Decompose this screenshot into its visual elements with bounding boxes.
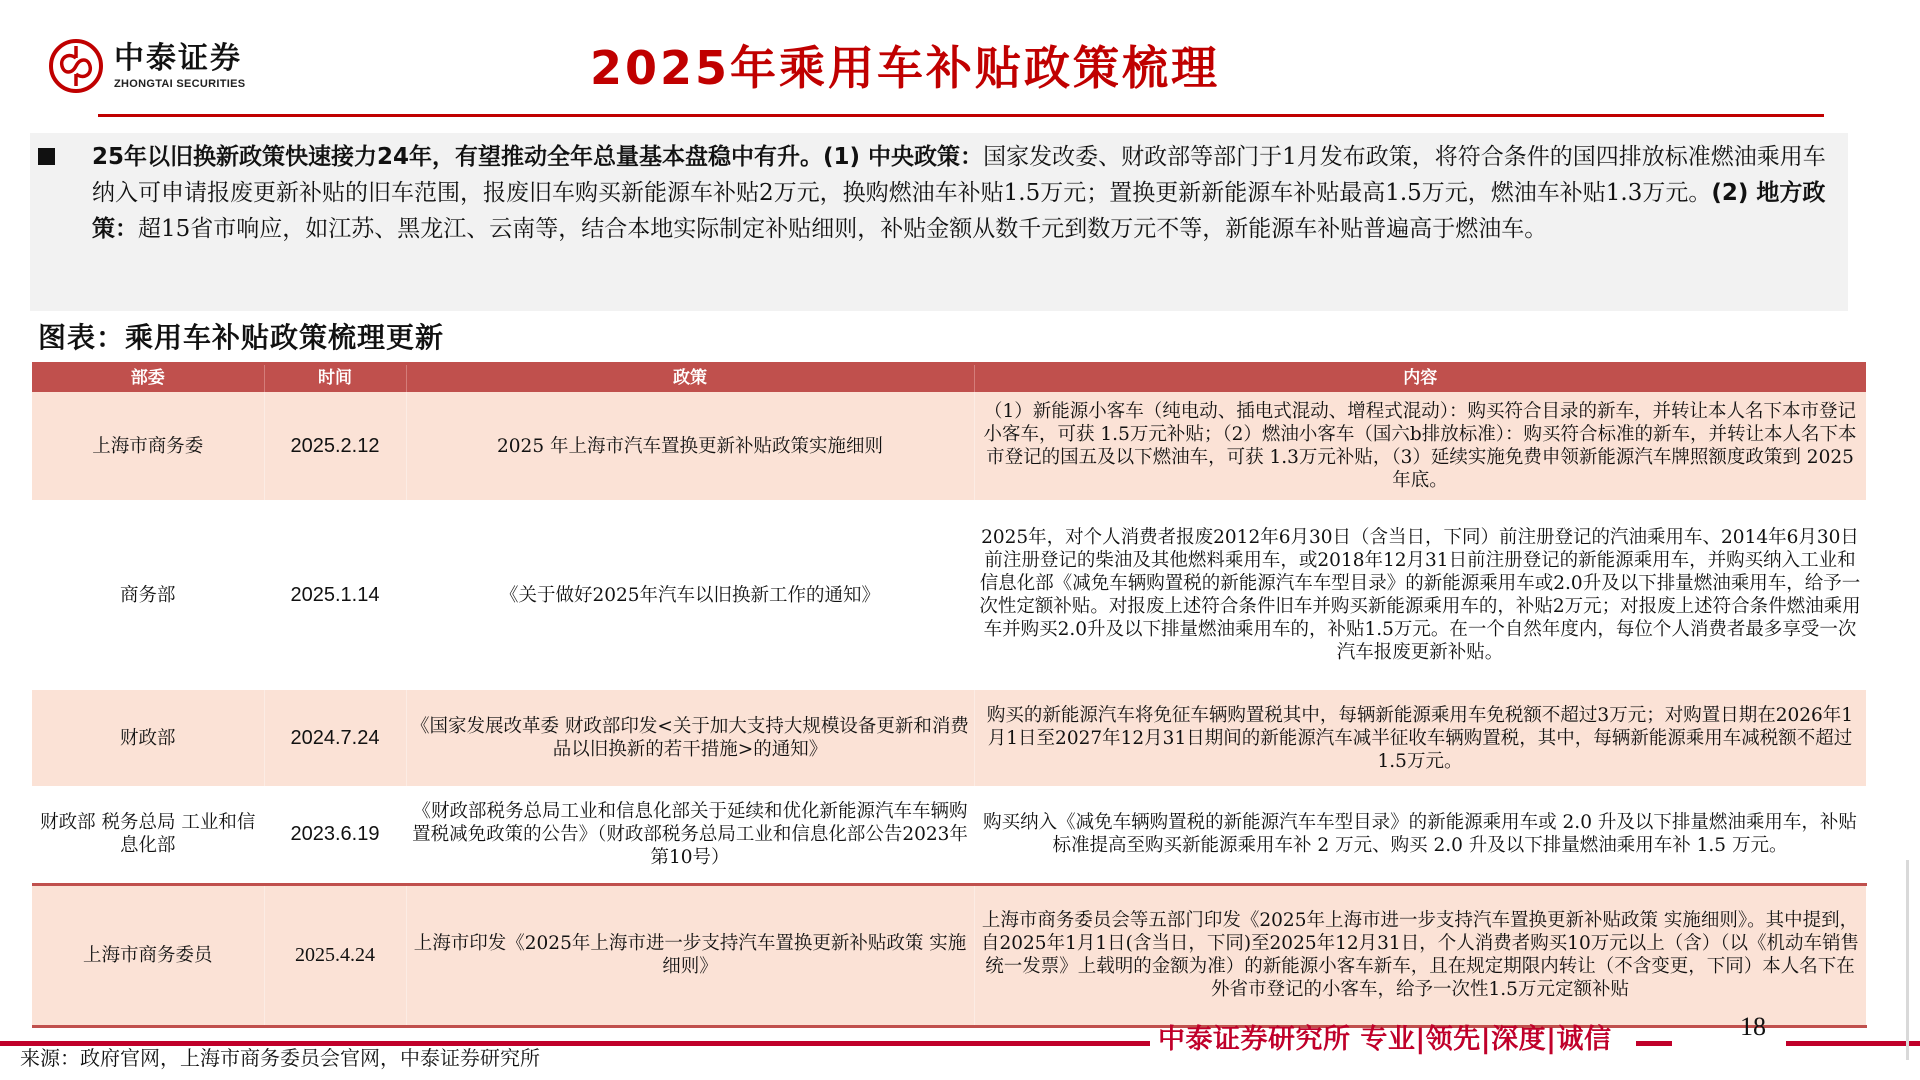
column-header-dept: 部委 <box>32 364 264 393</box>
cell-content: （1）新能源小客车（纯电动、插电式混动、增程式混动）：购买符合目录的新车，并转让本人名下本市登记小客车，可获 1.5万元补贴；（2）燃油小客车（国六b排放标准）：购买符合标准的新车，并转让本人名下本市登记的国五及以下燃油车，可获 1.3万元补贴，（3）延续实施免费申领新能源汽车牌照额度政策到 2025 年底。 <box>974 392 1866 500</box>
cell-content: 上海市商务委员会等五部门印发《2025年上海市进一步支持汽车置换更新补贴政策 实施细则》。其中提到，自2025年1月1日(含当日，下同)至2025年12月31日，个人消费者购买10万元以上（含）（以《机动车销售统一发票》上载明的金额为准）的新能源小客车新车，且在规定期限内转让（不含变更，下同）本人名下在外省市登记的小客车，给予一次性1.5万元定额补贴 <box>974 884 1866 1026</box>
footer-rule-right <box>1786 1041 1920 1046</box>
column-header-policy: 政策 <box>406 364 974 393</box>
cell-policy: 上海市印发《2025年上海市进一步支持汽车置换更新补贴政策 实施细则》 <box>406 884 974 1026</box>
cell-date: 2025.2.12 <box>264 392 406 500</box>
company-logo <box>48 36 245 96</box>
footer-slogan: 中泰证券研究所 专业|领先|深度|诚信 <box>1158 1024 1612 1055</box>
cell-dept: 上海市商务委 <box>32 392 264 500</box>
policy-table <box>32 362 1867 1028</box>
cell-content: 购买纳入《减免车辆购置税的新能源汽车车型目录》的新能源乘用车或 2.0 升及以下排量燃油乘用车，补贴标准提高至购买新能源乘用车补 2 万元、购买 2.0 升及以下排量燃油乘用车补 1.5 万元。 <box>974 786 1866 884</box>
cell-policy: 2025 年上海市汽车置换更新补贴政策实施细则 <box>406 392 974 500</box>
cell-policy: 《国家发展改革委 财政部印发<关于加大支持大规模设备更新和消费品以旧换新的若干措施>的通知》 <box>406 690 974 786</box>
logo-name-cn: 中泰证券 <box>114 41 242 76</box>
summary-headline: 25年以旧换新政策快速接力24年，有望推动全年总量基本盘稳中有升。 <box>92 144 824 170</box>
logo-name-en: ZHONGTAI SECURITIES <box>114 78 246 90</box>
column-header-date: 时间 <box>264 364 406 393</box>
local-policy-label: (2) 地方政策： <box>92 180 1826 242</box>
table-row <box>32 786 1866 884</box>
footer-rule-mid <box>1636 1041 1672 1046</box>
page-title: 2025年乘用车补贴政策梳理 <box>590 41 1221 95</box>
title-divider <box>98 114 1824 117</box>
cell-date: 2025.4.24 <box>264 884 406 1026</box>
square-bullet-icon <box>38 148 55 165</box>
cell-dept: 财政部 <box>32 690 264 786</box>
cell-date: 2025.1.14 <box>264 500 406 690</box>
zhongtai-logo-icon <box>48 38 104 94</box>
table-row <box>32 690 1866 786</box>
source-note: 来源：政府官网，上海市商务委员会官网，中泰证券研究所 <box>20 1046 540 1070</box>
page-number: 18 <box>1740 1012 1766 1041</box>
cell-dept: 财政部 税务总局 工业和信息化部 <box>32 786 264 884</box>
cell-date: 2023.6.19 <box>264 786 406 884</box>
table-header-row <box>32 364 1866 393</box>
central-policy-label: (1) 中央政策： <box>823 144 984 170</box>
cell-content: 购买的新能源汽车将免征车辆购置税其中，每辆新能源乘用车免税额不超过3万元；对购置日期在2026年1月1日至2027年12月31日期间的新能源汽车减半征收车辆购置税，其中，每辆新能源乘用车减税额不超过1.5万元。 <box>974 690 1866 786</box>
local-policy-text: 超15省市响应，如江苏、黑龙江、云南等，结合本地实际制定补贴细则，补贴金额从数千元到数万元不等，新能源车补贴普遍高于燃油车。 <box>138 216 1548 242</box>
cell-dept: 商务部 <box>32 500 264 690</box>
cell-date: 2024.7.24 <box>264 690 406 786</box>
central-policy-text: 国家发改委、财政部等部门于1月发布政策，将符合条件的国四排放标准燃油乘用车纳入可申请报废更新补贴的旧车范围，报废旧车购买新能源车补贴2万元，换购燃油车补贴1.5万元；置换更新新能源车补贴最高1.5万元，燃油车补贴1.3万元。 <box>92 144 1826 206</box>
edge-scrollbar <box>1906 860 1909 1060</box>
summary-box <box>30 133 1848 311</box>
table-row <box>32 884 1866 1026</box>
cell-policy: 《关于做好2025年汽车以旧换新工作的通知》 <box>406 500 974 690</box>
cell-dept: 上海市商务委员 <box>32 884 264 1026</box>
table-row <box>32 500 1866 690</box>
figure-title: 图表：乘用车补贴政策梳理更新 <box>38 321 445 354</box>
cell-policy: 《财政部税务总局工业和信息化部关于延续和优化新能源汽车车辆购置税减免政策的公告》（财政部税务总局工业和信息化部公告2023年第10号） <box>406 786 974 884</box>
table-row <box>32 392 1866 500</box>
cell-content: 2025年，对个人消费者报废2012年6月30日（含当日，下同）前注册登记的汽油乘用车、2014年6月30日前注册登记的柴油及其他燃料乘用车，或2018年12月31日前注册登记的新能源乘用车，并购买纳入工业和信息化部《减免车辆购置税的新能源汽车车型目录》的新能源乘用车或2.0升及以下排量燃油乘用车，给予一次性定额补贴。对报废上述符合条件旧车并购买新能源乘用车的，补贴2万元；对报废上述符合条件燃油乘用车并购买2.0升及以下排量燃油乘用车的，补贴1.5万元。在一个自然年度内，每位个人消费者最多享受一次汽车报废更新补贴。 <box>974 500 1866 690</box>
column-header-content: 内容 <box>974 364 1866 393</box>
